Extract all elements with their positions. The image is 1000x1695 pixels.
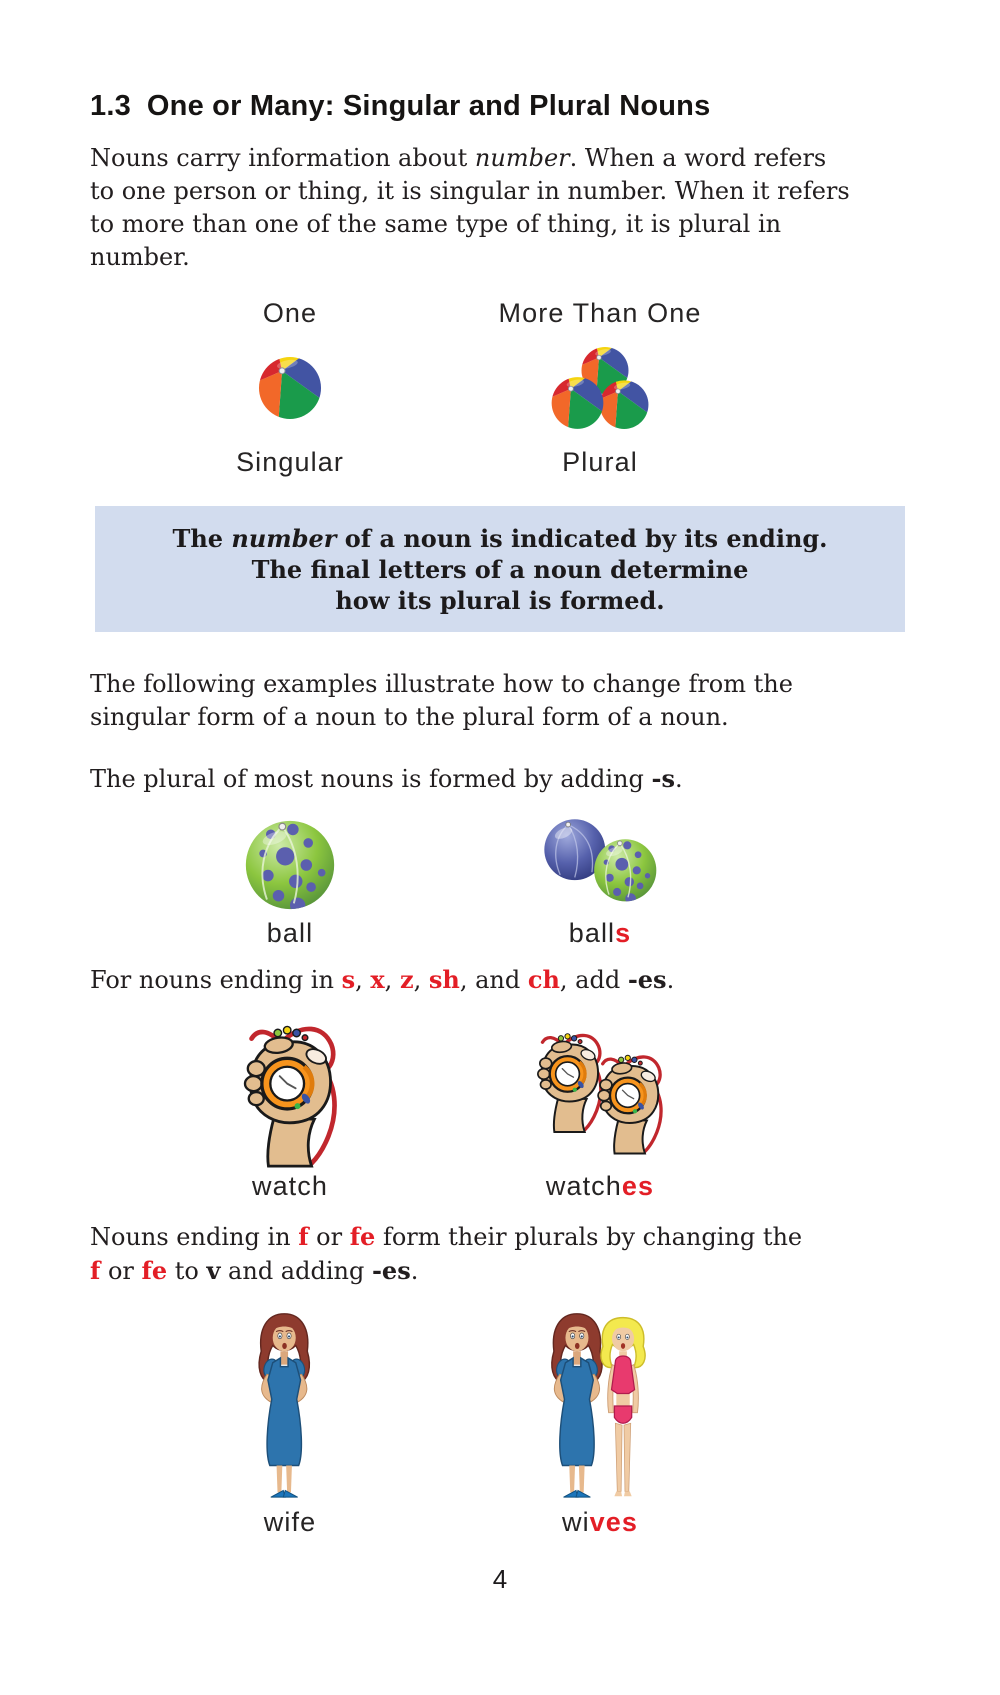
singular-label: Singular <box>236 447 344 477</box>
plural-word-balls <box>445 918 755 949</box>
singular-word-wife <box>135 1507 445 1538</box>
text-segment: to <box>167 1257 207 1285</box>
rule-box-line <box>115 585 885 616</box>
text-segment-red: f <box>90 1256 101 1285</box>
ball-image <box>242 817 338 913</box>
text-segment: watch <box>251 1171 329 1201</box>
wife-images-row <box>90 1305 910 1501</box>
text-segment: how its plural is formed. <box>335 586 665 615</box>
text-segment: , and <box>459 966 528 994</box>
text-segment: ball <box>266 918 314 948</box>
rule-box-line <box>115 523 885 554</box>
wife-image <box>250 1309 330 1501</box>
text-segment: The final letters of a noun determine <box>251 555 749 584</box>
text-segment: . When a word refers <box>569 144 827 172</box>
text-segment: . <box>410 1257 419 1285</box>
text-segment: Nouns carry information about <box>90 144 475 172</box>
rule-es-statement <box>90 963 910 997</box>
text-segment-red: x <box>370 965 385 994</box>
plural-word-watches <box>445 1171 755 1202</box>
text-segment: number. <box>90 243 190 271</box>
one-label: One <box>262 298 318 328</box>
text-segment-red: es <box>621 1171 655 1201</box>
text-segment: or <box>308 1223 350 1251</box>
wife-words-row <box>90 1507 910 1538</box>
text-segment: of a noun is indicated by its ending. <box>336 524 828 553</box>
text-segment: ball <box>568 918 616 948</box>
rule-f-fe-statement <box>90 1220 910 1288</box>
text-segment-italic: number <box>231 524 337 553</box>
comparison-images-row <box>90 341 910 435</box>
singular-word-watch <box>135 1171 445 1202</box>
wives-image <box>547 1309 653 1501</box>
plural-word-wives <box>445 1507 755 1538</box>
text-segment-red: s <box>341 965 356 994</box>
text-segment: and adding <box>220 1257 372 1285</box>
text-segment: , <box>413 966 429 994</box>
rule-box <box>95 506 905 632</box>
text-segment: . <box>666 966 675 994</box>
text-segment: or <box>100 1257 142 1285</box>
text-segment-italic: number <box>474 144 570 172</box>
text-segment: . <box>674 765 683 793</box>
text-segment-red: ves <box>589 1507 639 1537</box>
section-number: 1.3 <box>90 90 131 122</box>
text-segment: form their plurals by changing the <box>375 1223 803 1251</box>
section-title-text: One or Many: Singular and Plural Nouns <box>146 90 711 122</box>
rule-box-line <box>115 554 885 585</box>
text-segment-bold: -es <box>627 965 667 994</box>
comparison-labels-row <box>90 298 910 329</box>
watch-images-row <box>90 1017 910 1169</box>
text-segment: , <box>384 966 400 994</box>
text-segment-red: s <box>615 918 632 948</box>
singular-word-ball <box>135 918 445 949</box>
text-segment: watch <box>545 1171 622 1201</box>
watches-image <box>524 1026 676 1160</box>
intro-paragraph <box>90 142 910 274</box>
balls-image <box>536 815 664 915</box>
watch-words-row <box>90 1171 910 1202</box>
more-than-one-label: More Than One <box>498 298 702 328</box>
text-segment-red: sh <box>428 965 460 994</box>
text-segment: singular form of a noun to the plural form of a noun. <box>90 703 729 731</box>
text-segment: For nouns ending in <box>90 966 342 994</box>
plural-label: Plural <box>562 447 638 477</box>
text-segment: The <box>172 524 232 553</box>
examples-intro-paragraph <box>90 668 910 734</box>
text-segment: to more than one of the same type of thing, it is plural in <box>90 210 782 238</box>
ball-words-row <box>90 918 910 949</box>
text-segment-bold: v <box>206 1256 221 1285</box>
watch-image <box>229 1018 351 1168</box>
text-segment: wi <box>561 1507 590 1537</box>
text-segment-red: ch <box>527 965 560 994</box>
text-segment-red: z <box>399 965 414 994</box>
text-segment-red: f <box>298 1222 309 1251</box>
text-segment: Nouns ending in <box>90 1223 299 1251</box>
beach-ball-image <box>257 355 323 421</box>
comparison-sublabels-row <box>90 447 910 478</box>
text-segment-bold: -s <box>651 764 675 793</box>
text-segment-red: fe <box>141 1256 168 1285</box>
page-number: 4 <box>492 1564 508 1594</box>
text-segment: The plural of most nouns is formed by adding <box>90 765 652 793</box>
text-segment: wife <box>263 1507 317 1537</box>
ball-images-row <box>90 814 910 916</box>
text-segment: The following examples illustrate how to change from the <box>90 670 793 698</box>
text-segment: , <box>355 966 371 994</box>
text-segment-red: fe <box>349 1222 376 1251</box>
beach-balls-image <box>550 345 650 431</box>
text-segment-bold: -es <box>371 1256 411 1285</box>
text-segment: to one person or thing, it is singular in number. When it refers <box>90 177 850 205</box>
section-title <box>90 90 910 123</box>
text-segment: , add <box>559 966 628 994</box>
rule-s-statement <box>90 762 910 796</box>
